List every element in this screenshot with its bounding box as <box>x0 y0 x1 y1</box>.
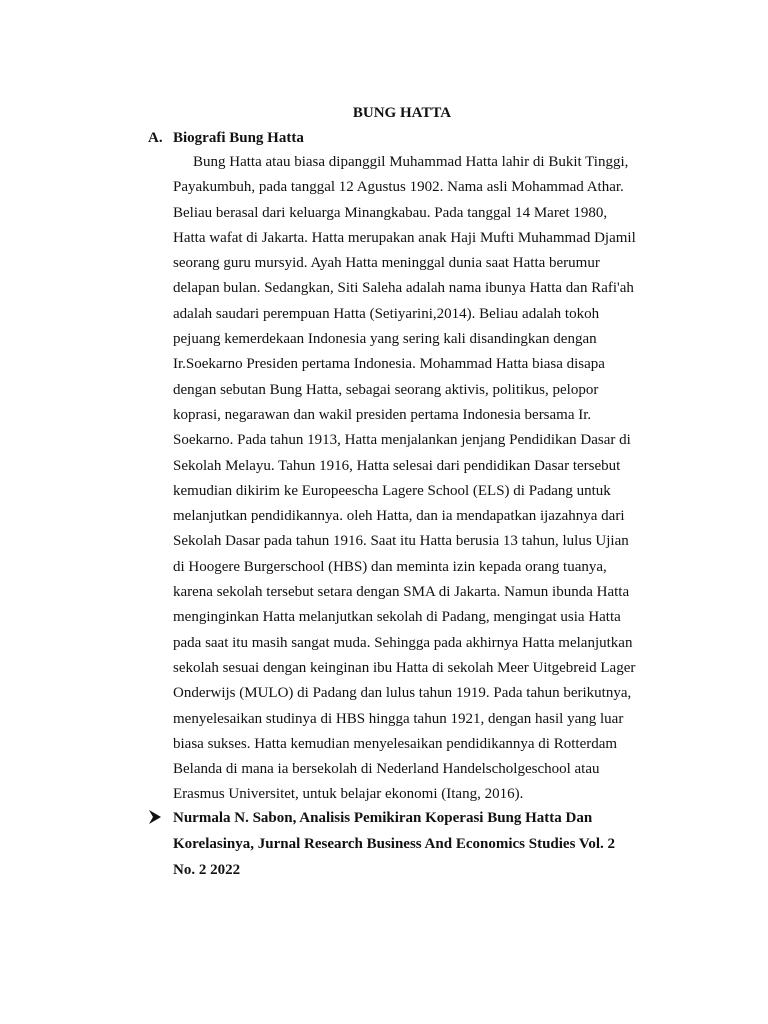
section-heading <box>148 128 304 148</box>
paragraph-line: Soekarno. Pada tahun 1913, Hatta menjalankan jenjang Pendidikan Dasar di <box>173 432 631 449</box>
paragraph-line: menyelesaikan studinya di HBS hingga tahun 1921, dengan hasil yang luar <box>173 710 624 727</box>
paragraph-line: dengan sebutan Bung Hatta, sebagai seorang aktivis, politikus, pelopor <box>173 381 599 398</box>
paragraph-line: karena sekolah tersebut setara dengan SMA di Jakarta. Namun ibunda Hatta <box>173 584 630 601</box>
paragraph-line: Sekolah Melayu. Tahun 1916, Hatta selesai dari pendidikan Dasar tersebut <box>173 457 621 474</box>
body-paragraph <box>173 150 653 808</box>
paragraph-line: seorang guru mursyid. Ayah Hatta meninggal dunia saat Hatta berumur <box>173 255 600 272</box>
section-letter: A. <box>148 130 163 146</box>
paragraph-line: Beliau berasal dari keluarga Minangkabau. Pada tanggal 14 Maret 1980, <box>173 204 608 221</box>
paragraph-line: Erasmus Universitet, untuk belajar ekonomi (Itang, 2016). <box>173 786 524 803</box>
reference-line: No. 2 2022 <box>173 862 241 878</box>
paragraph-line: melanjutkan pendidikannya. oleh Hatta, dan ia mendapatkan ijazahnya dari <box>173 508 625 525</box>
paragraph-line: delapan bulan. Sedangkan, Siti Saleha adalah nama ibunya Hatta dan Rafi'ah <box>173 280 634 297</box>
reference-text <box>173 805 648 883</box>
paragraph-line: Ir.Soekarno Presiden pertama Indonesia. Mohammad Hatta biasa disapa <box>173 356 605 373</box>
paragraph-line: biasa sukses. Hatta kemudian menyelesaikan pendidikannya di Rotterdam <box>173 735 618 752</box>
reference-line: Korelasinya, Jurnal Research Business And Economics Studies Vol. 2 <box>173 836 616 852</box>
arrowhead-bullet-icon <box>148 809 162 825</box>
document-title: BUNG HATTA <box>352 105 452 121</box>
reference-entry <box>148 805 648 883</box>
paragraph-line: pada saat itu masih sangat muda. Sehingga pada akhirnya Hatta melanjutkan <box>173 634 633 651</box>
paragraph-line: adalah saudari perempuan Hatta (Setiyarini,2014). Beliau adalah tokoh <box>173 305 600 322</box>
paragraph-line: sekolah sesuai dengan keinginan ibu Hatta di sekolah Meer Uitgebreid Lager <box>173 659 636 676</box>
paragraph-line: Hatta wafat di Jakarta. Hatta merupakan anak Haji Mufti Muhammad Djamil <box>173 229 636 246</box>
paragraph-line: pejuang kemerdekaan Indonesia yang sering kali disandingkan dengan <box>173 331 597 348</box>
paragraph-line: di Hoogere Burgerschool (HBS) dan meminta izin kepada orang tuanya, <box>173 558 607 575</box>
paragraph-line: Belanda di mana ia bersekolah di Nederland Handelscholgeschool atau <box>173 761 600 778</box>
paragraph-line: kemudian dikirim ke Europeescha Lagere School (ELS) di Padang untuk <box>173 482 611 499</box>
paragraph-line: Bung Hatta atau biasa dipanggil Muhammad Hatta lahir di Bukit Tinggi, <box>193 154 629 170</box>
paragraph-line: Onderwijs (MULO) di Padang dan lulus tahun 1919. Pada tahun berikutnya, <box>173 685 632 702</box>
paragraph-line: menginginkan Hatta melanjutkan sekolah di Padang, mengingat usia Hatta <box>173 609 621 626</box>
reference-line: Nurmala N. Sabon, Analisis Pemikiran Koperasi Bung Hatta Dan <box>173 810 593 826</box>
paragraph-line: Payakumbuh, pada tanggal 12 Agustus 1902. Nama asli Mohammad Athar. <box>173 179 624 196</box>
paragraph-line: koprasi, negarawan dan wakil presiden pertama Indonesia bersama Ir. <box>173 406 592 423</box>
paragraph-line: Sekolah Dasar pada tahun 1916. Saat itu Hatta berusia 13 tahun, lulus Ujian <box>173 533 629 550</box>
section-heading-text: Biografi Bung Hatta <box>173 130 304 146</box>
